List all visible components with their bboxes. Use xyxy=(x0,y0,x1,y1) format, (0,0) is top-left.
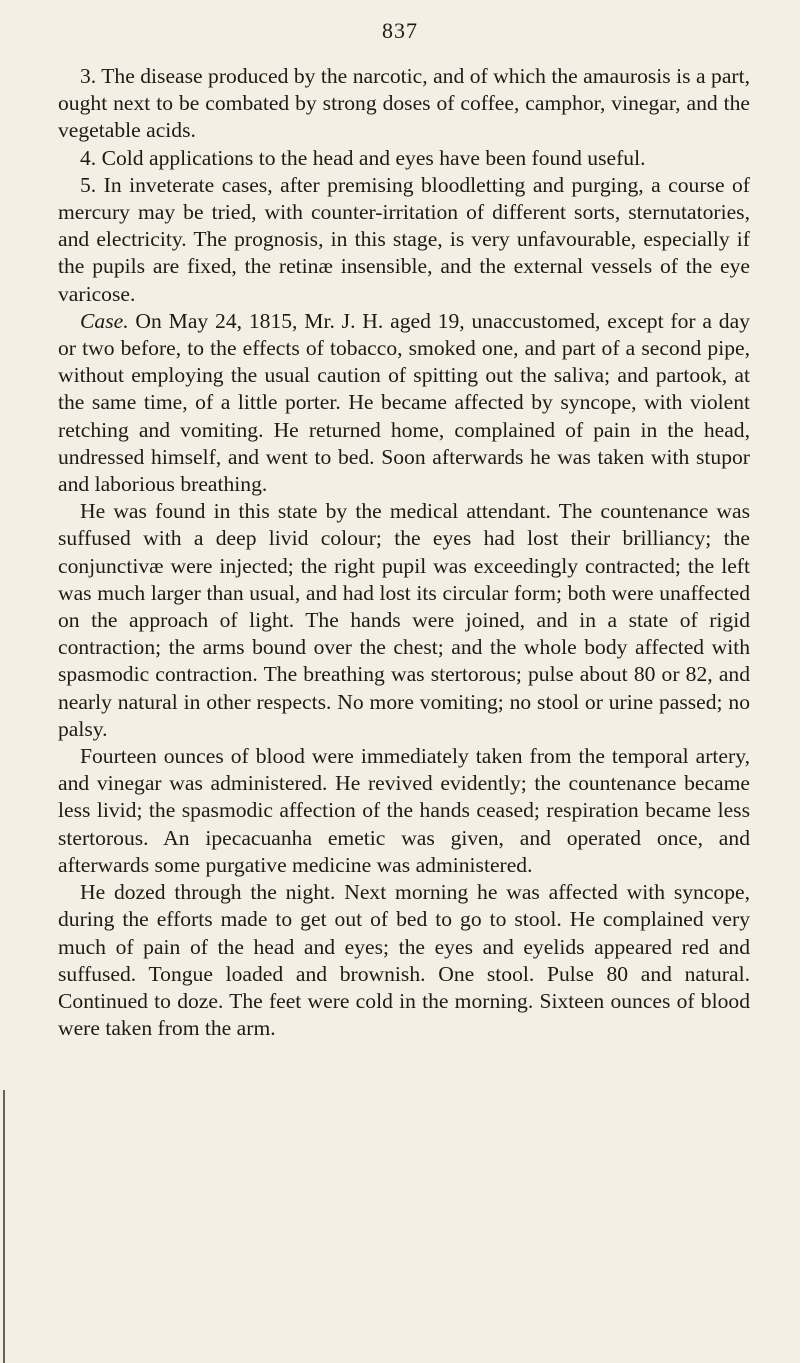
paragraph-text: He dozed through the night. Next morning he was affected with syncope, during the efforts made to get out of bed to go to stool. He complained very much of pain of the head and eyes; the eyes and eyelids appeared red and suffused. Tongue loaded and brownish. One stool. Pulse 80 and natural. Continued to doze. The feet were cold in the morning. Sixteen ounces of blood were taken from the arm. xyxy=(58,880,750,1041)
case-label: Case. xyxy=(80,308,129,333)
paragraph-item-3 xyxy=(58,63,750,145)
body-text xyxy=(58,63,750,1042)
page-number: 837 xyxy=(382,18,418,43)
paragraph-case xyxy=(58,308,750,498)
paragraph-text: 4. Cold applications to the head and eyes have been found useful. xyxy=(80,145,646,170)
paragraph-item-5 xyxy=(58,172,750,308)
paragraph-dozed xyxy=(58,879,750,1042)
page-edge-line xyxy=(3,1090,5,1363)
paragraph-fourteen xyxy=(58,743,750,879)
paragraph-text: 3. The disease produced by the narcotic, and of which the amaurosis is a part, ought next to be combated by strong doses of coffee, camphor, vinegar, and the vegetable acids. xyxy=(58,64,750,143)
paragraph-item-4 xyxy=(58,145,750,172)
paragraph-text: He was found in this state by the medical attendant. The countenance was suffused with a deep livid colour; the eyes had lost their brilliancy; the conjunctivæ were injected; the right pupil was exceedingly contracted; the left was much larger than usual, and had lost its circular form; both were unaffected on the approach of light. The hands were joined, and in a state of rigid contraction; the arms bound over the chest; and the whole body affected with spasmodic contraction. The breathing was stertorous; pulse about 80 or 82, and nearly natural in other respects. No more vomiting; no stool or urine passed; no palsy. xyxy=(58,499,750,741)
paragraph-text: 5. In inveterate cases, after premising bloodletting and purging, a course of mercury may be tried, with counter-irritation of different sorts, sternutatories, and electricity. The prognosis, in this stage, is very unfavourable, especially if the pupils are fixed, the retinæ insensible, and the external vessels of the eye varicose. xyxy=(58,172,750,306)
paragraph-text: On May 24, 1815, Mr. J. H. aged 19, unaccustomed, except for a day or two before, to the effects of tobacco, smoked one, and part of a second pipe, without employing the usual caution of spitting out the saliva; and partook, at the same time, of a little porter. He became affected by syncope, with violent retching and vomiting. He returned home, complained of pain in the head, undressed himself, and went to bed. Soon afterwards he was taken with stupor and laborious breathing. xyxy=(58,308,750,497)
paragraph-found xyxy=(58,498,750,743)
paragraph-text: Fourteen ounces of blood were immediately taken from the temporal artery, and vinegar was administered. He revived evidently; the countenance became less livid; the spasmodic affection of the hands ceased; respiration became less stertorous. An ipecacuanha emetic was given, and operated once, and afterwards some purgative medicine was administered. xyxy=(58,744,750,877)
